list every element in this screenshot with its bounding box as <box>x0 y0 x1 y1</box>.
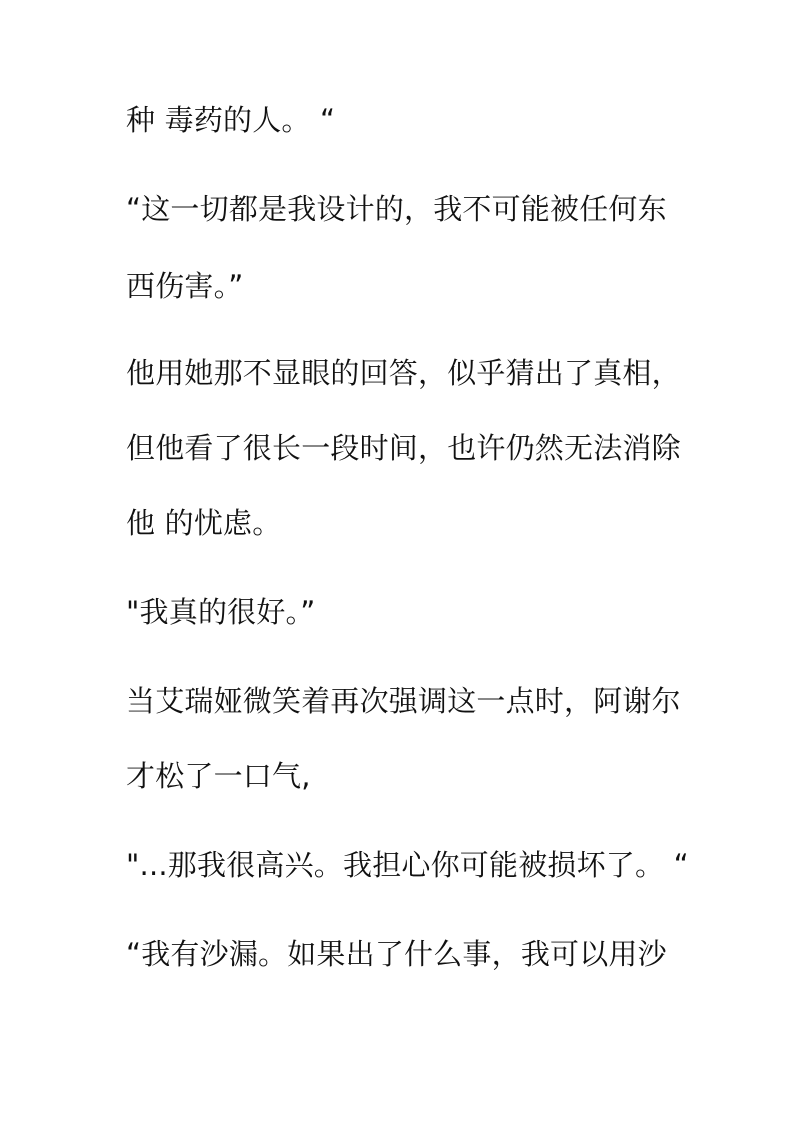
text-line: “我有沙漏。如果出了什么事，我可以用沙 <box>126 937 667 971</box>
text-line: 当艾瑞娅微笑着再次强调这一点时，阿谢尔 <box>126 684 681 718</box>
text-line: "...那我很高兴。我担心你可能被损坏了。 “ <box>126 848 689 882</box>
text-line: 他 的忧虑。 <box>126 506 282 540</box>
text-line: “这一切都是我设计的，我不可能被任何东 <box>126 192 667 226</box>
text-line: "我真的很好。” <box>126 595 316 629</box>
text-line: 种 毒药的人。 “ <box>126 103 336 137</box>
text-line: 西伤害。” <box>126 269 244 303</box>
text-line: 但他看了很长一段时间，也许仍然无法消除 <box>126 431 681 465</box>
text-line: 他用她那不显眼的回答，似乎猜出了真相， <box>126 356 681 390</box>
text-line: 才松了一口气, <box>126 759 311 793</box>
